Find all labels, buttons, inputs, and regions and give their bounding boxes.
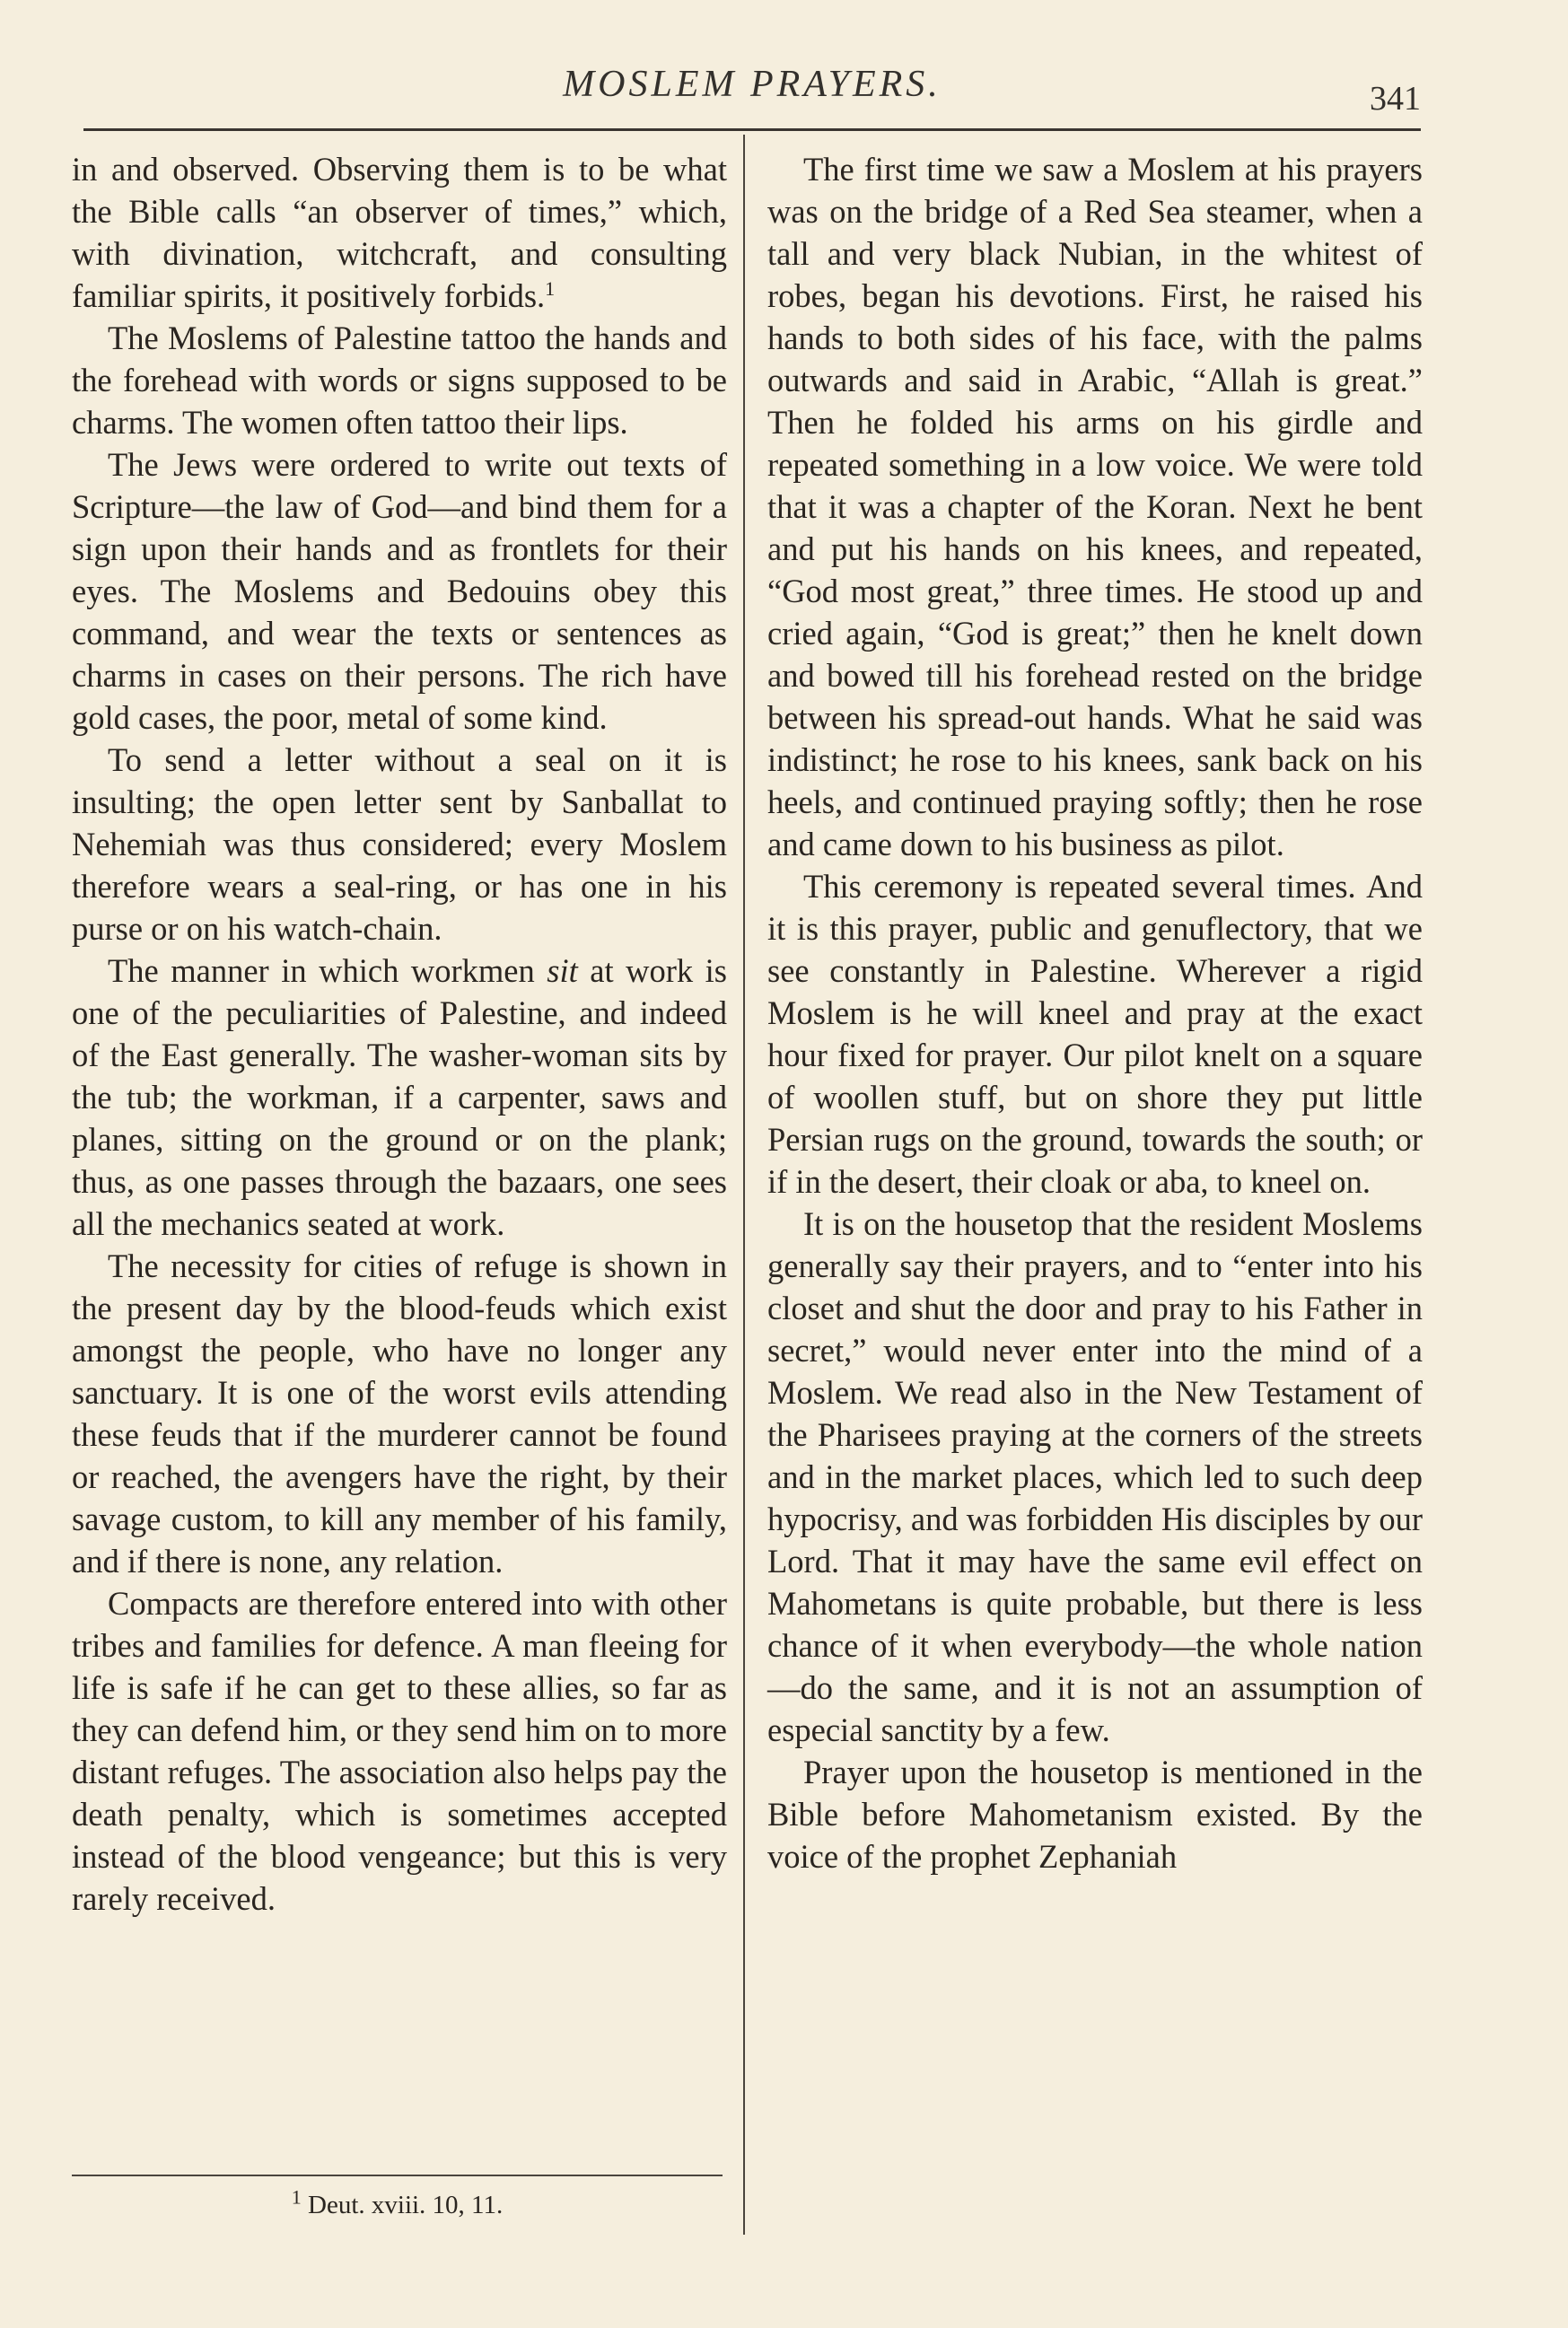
footnote-mark: 1 [291,2185,302,2209]
right-column [767,148,1423,1877]
paragraph: It is on the housetop that the resident Moslems generally say their prayers, and to “enter into his closet and shut the door and pray to his Father in secret,” would never enter into the mind of a Moslem. We read also in the New Testament of the Pharisees praying at the corners of the streets and in the market places, which led to such deep hypocrisy, and was forbidden His disciples by our Lord. That it may have the same evil effect on Mahometans is quite probable, but there is less chance of it when everybody—the whole nation—do the same, and it is not an assumption of especial sanctity by a few. [767,1205,1423,1748]
paragraph: To send a letter without a seal on it is insulting; the open letter sent by Sanballat to Nehemiah was thus considered; every Moslem therefore wears a seal-ring, or has one in his purse or on his watch-chain. [72,741,727,947]
paragraph: This ceremony is repeated several times. And it is this prayer, public and genuflectory, that we see constantly in Palestine. Wherever a rigid Moslem is he will kneel and pray at the exact hour fixed for prayer. Our pilot knelt on a square of woollen stuff, but on shore they put little Persian rugs on the ground, towards the south; or if in the desert, their cloak or aba, to kneel on. [767,868,1423,1200]
paragraph-text: in and observed. Observing them is to be what the Bible calls “an observer of times,” which, with divination, witchcraft, and consulting familiar spirits, it positively forbids. [72,151,727,314]
paragraph [72,950,727,1245]
paragraph-text: The manner in which workmen [108,952,547,989]
footnote-reference: 1 [545,276,556,300]
column-divider [743,135,745,2235]
paragraph: The Jews were ordered to write out texts of Scripture—the law of God—and bind them for a sign upon their hands and as frontlets for their eyes. The Moslems and Bedouins obey this command, and wear the texts or sentences as charms in cases on their persons. The rich have gold cases, the poor, metal of some kind. [72,446,727,736]
running-head [83,63,1421,126]
footnote [72,2187,723,2223]
page-number: 341 [1370,80,1421,118]
paragraph [72,148,727,317]
paragraph: The Moslems of Palestine tattoo the hands and the forehead with words or signs supposed to be charms. The women often tattoo their lips. [72,319,727,441]
paragraph: The necessity for cities of refuge is shown in the present day by the blood-feuds which exist amongst the people, who have no longer any sanctuary. It is one of the worst evils attending these feuds that if the murderer cannot be found or reached, the avengers have the right, by their savage custom, to kill any member of his family, and if there is none, any relation. [72,1247,727,1580]
paragraph: Prayer upon the housetop is mentioned in the Bible before Mahometanism existed. By the voice of the prophet Zephaniah [767,1754,1423,1875]
footnote-text: Deut. xviii. 10, 11. [301,2191,504,2219]
header-rule [83,128,1421,131]
paragraph: The first time we saw a Moslem at his prayers was on the bridge of a Red Sea steamer, when a tall and very black Nubian, in the whitest of robes, began his devotions. First, he raised his hands to both sides of his face, with the palms outwards and said in Arabic, “Allah is great.” Then he folded his arms on his girdle and repeated something in a low voice. We were told that it was a chapter of the Koran. Next he bent and put his hands on his knees, and repeated, “God most great,” three times. He stood up and cried again, “God is great;” then he knelt down and bowed till his forehead rested on the bridge between his spread-out hands. What he said was indistinct; he rose to his knees, sank back on his heels, and continued praying softly; then he rose and came down to his business as pilot. [767,151,1423,862]
running-title: MOSLEM PRAYERS. [563,64,942,105]
paragraph: Compacts are therefore entered into with other tribes and families for defence. A man fleeing for life is safe if he can get to these allies, so far as they can defend him, or they send him on to more distant refuges. The association also helps pay the death penalty, which is sometimes accepted instead of the blood vengeance; but this is very rarely received. [72,1585,727,1917]
italic-word: sit [547,952,578,989]
left-column [72,148,727,1920]
paragraph-text: at work is one of the peculiarities of Palestine, and indeed of the East generally. The washer-woman sits by the tub; the workman, if a carpenter, saws and planes, sitting on the ground or on the plank; thus, as one passes through the bazaars, one sees all the mechanics seated at work. [72,952,728,1242]
footnote-rule [72,2175,723,2176]
